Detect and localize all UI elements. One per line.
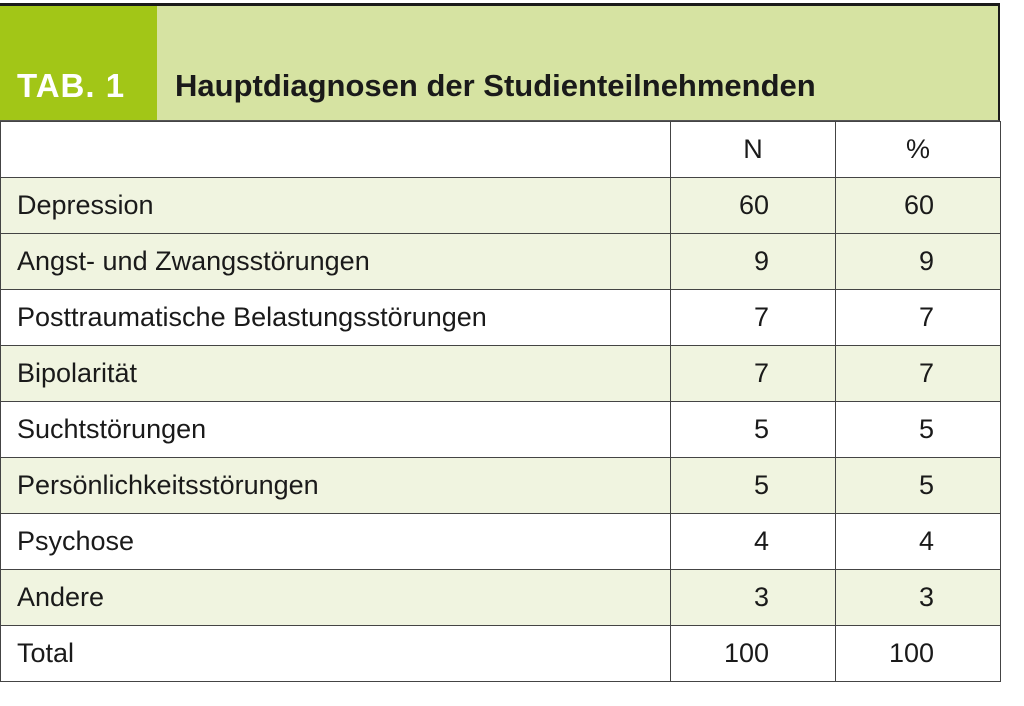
row-n: 60 bbox=[671, 178, 836, 234]
row-label: Angst- und Zwangsstörungen bbox=[1, 234, 671, 290]
row-n: 9 bbox=[671, 234, 836, 290]
row-n: 3 bbox=[671, 570, 836, 626]
table-title: Hauptdiagnosen der Studienteilnehmenden bbox=[175, 68, 816, 103]
row-label: Posttraumatische Belastungsstörungen bbox=[1, 290, 671, 346]
table-header bbox=[0, 3, 1000, 121]
row-label: Suchtstörungen bbox=[1, 402, 671, 458]
row-percent: 7 bbox=[836, 346, 1001, 402]
table-row bbox=[1, 570, 1001, 626]
column-header-n: N bbox=[671, 122, 836, 178]
table-row bbox=[1, 234, 1001, 290]
table-row bbox=[1, 458, 1001, 514]
table-row bbox=[1, 514, 1001, 570]
row-percent: 5 bbox=[836, 458, 1001, 514]
row-n: 7 bbox=[671, 346, 836, 402]
row-percent: 9 bbox=[836, 234, 1001, 290]
diagnoses-table bbox=[0, 3, 1000, 682]
table-number-label: TAB. 1 bbox=[0, 6, 157, 120]
row-percent: 5 bbox=[836, 402, 1001, 458]
row-n: 5 bbox=[671, 458, 836, 514]
table-row bbox=[1, 346, 1001, 402]
row-label: Andere bbox=[1, 570, 671, 626]
row-label: Psychose bbox=[1, 514, 671, 570]
row-n: 7 bbox=[671, 290, 836, 346]
total-n: 100 bbox=[671, 626, 836, 682]
row-percent: 3 bbox=[836, 570, 1001, 626]
row-label: Persönlichkeitsstörungen bbox=[1, 458, 671, 514]
row-n: 5 bbox=[671, 402, 836, 458]
row-percent: 7 bbox=[836, 290, 1001, 346]
total-label: Total bbox=[1, 626, 671, 682]
total-row bbox=[1, 626, 1001, 682]
row-percent: 4 bbox=[836, 514, 1001, 570]
column-header-percent: % bbox=[836, 122, 1001, 178]
total-percent: 100 bbox=[836, 626, 1001, 682]
table-row bbox=[1, 290, 1001, 346]
table-row bbox=[1, 402, 1001, 458]
column-header-row bbox=[1, 122, 1001, 178]
row-label: Depression bbox=[1, 178, 671, 234]
data-table bbox=[0, 121, 1001, 682]
row-label: Bipolarität bbox=[1, 346, 671, 402]
row-percent: 60 bbox=[836, 178, 1001, 234]
row-n: 4 bbox=[671, 514, 836, 570]
table-row bbox=[1, 178, 1001, 234]
column-header-label bbox=[1, 122, 671, 178]
